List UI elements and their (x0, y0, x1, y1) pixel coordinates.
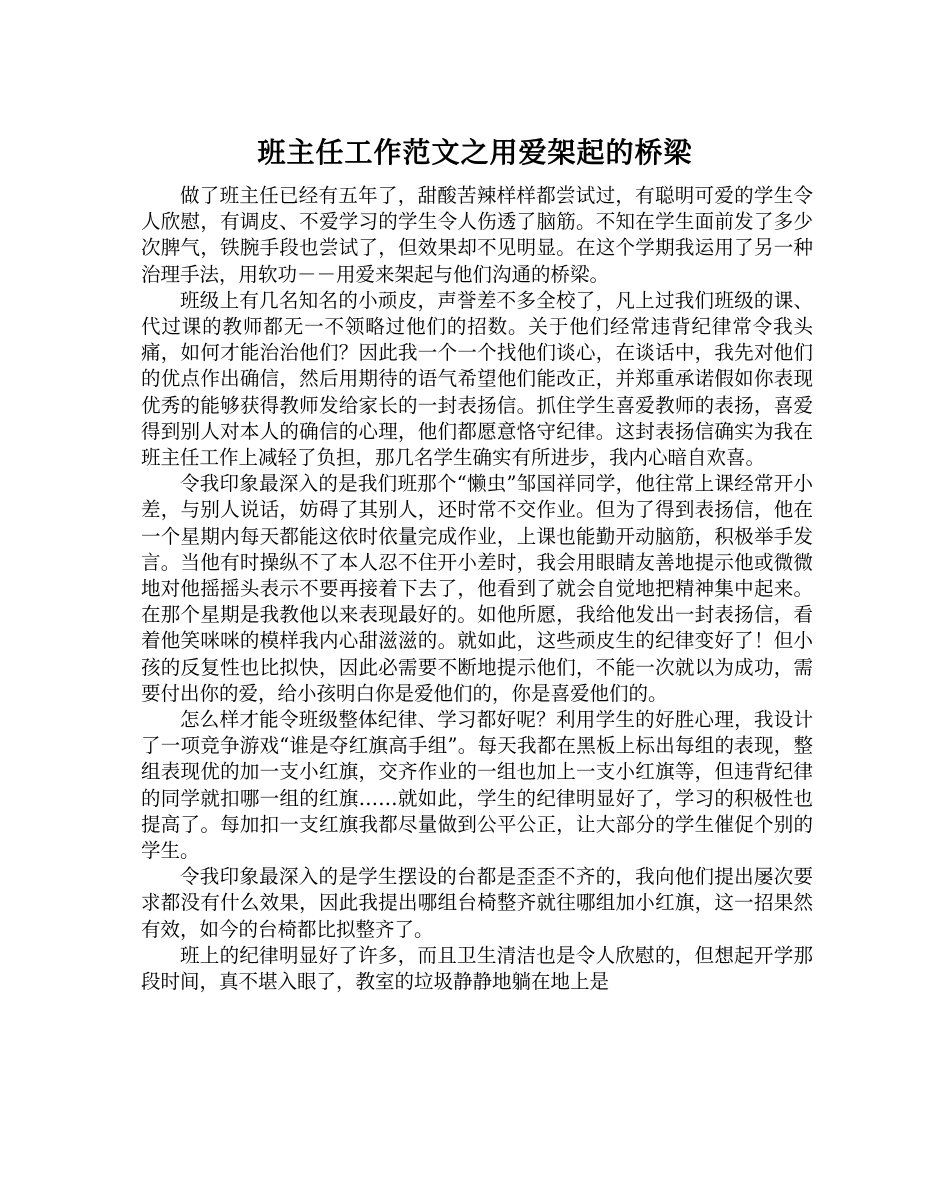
paragraph: 班级上有几名知名的小顽皮，声誉差不多全校了，凡上过我们班级的课、代过课的教师都无一不领略过他们的招数。关于他们经常违背纪律常令我头痛，如何才能治治他们？因此我一个一个找他们谈心，在谈话中，我先对他们的优点作出确信，然后用期待的语气希望他们能改正，并郑重承诺假如你表现优秀的能够获得教师发给家长的一封表扬信。抓住学生喜爱教师的表扬，喜爱得到别人对本人的确信的心理，他们都愿意恪守纪律。这封表扬信确实为我在班主任工作上减轻了负担，那几名学生确实有所进步，我内心暗自欢喜。 (141, 288, 813, 470)
document-body (141, 183, 813, 995)
paragraph: 令我印象最深入的是我们班那个“懒虫”邹国祥同学，他往常上课经常开小差，与别人说话，妨碍了其别人，还时常不交作业。但为了得到表扬信，他在一个星期内每天都能这依时依量完成作业，上课也能勤开动脑筋，积极举手发言。当他有时操纵不了本人忍不住开小差时，我会用眼睛友善地提示他或微微地对他摇摇头表示不要再接着下去了，他看到了就会自觉地把精神集中起来。在那个星期是我教他以来表现最好的。如他所愿，我给他发出一封表扬信，看着他笑咪咪的模样我内心甜滋滋的。就如此，这些顽皮生的纪律变好了！但小孩的反复性也比拟快，因此必需要不断地提示他们，不能一次就以为成功，需要付出你的爱，给小孩明白你是爱他们的，你是喜爱他们的。 (141, 472, 813, 705)
document-title: 班主任工作范文之用爱架起的桥梁 (257, 136, 693, 169)
paragraph: 令我印象最深入的是学生摆设的台都是歪歪不齐的，我向他们提出屡次要求都没有什么效果，因此我提出哪组台椅整齐就往哪组加小红旗，这一招果然有效，如今的台椅都比拟整齐了。 (141, 865, 813, 941)
paragraph: 做了班主任已经有五年了，甜酸苦辣样样都尝试过，有聪明可爱的学生令人欣慰，有调皮、不爱学习的学生令人伤透了脑筋。不知在学生面前发了多少次脾气，铁腕手段也尝试了，但效果却不见明显。在这个学期我运用了另一种治理手法，用软功－－用爱来架起与他们沟通的桥梁。 (141, 184, 813, 286)
paragraph: 怎么样才能令班级整体纪律、学习都好呢？利用学生的好胜心理，我设计了一项竞争游戏“谁是夺红旗高手组”。每天我都在黑板上标出每组的表现，整组表现优的加一支小红旗，交齐作业的一组也加上一支小红旗等，但违背纪律的同学就扣哪一组的红旗……就如此，学生的纪律明显好了，学习的积极性也提高了。每加扣一支红旗我都尽量做到公平公正，让大部分的学生催促个别的学生。 (141, 708, 813, 863)
paragraph: 班上的纪律明显好了许多，而且卫生清洁也是令人欣慰的，但想起开学那段时间，真不堪入眼了，教室的垃圾静静地躺在地上是 (141, 943, 813, 994)
